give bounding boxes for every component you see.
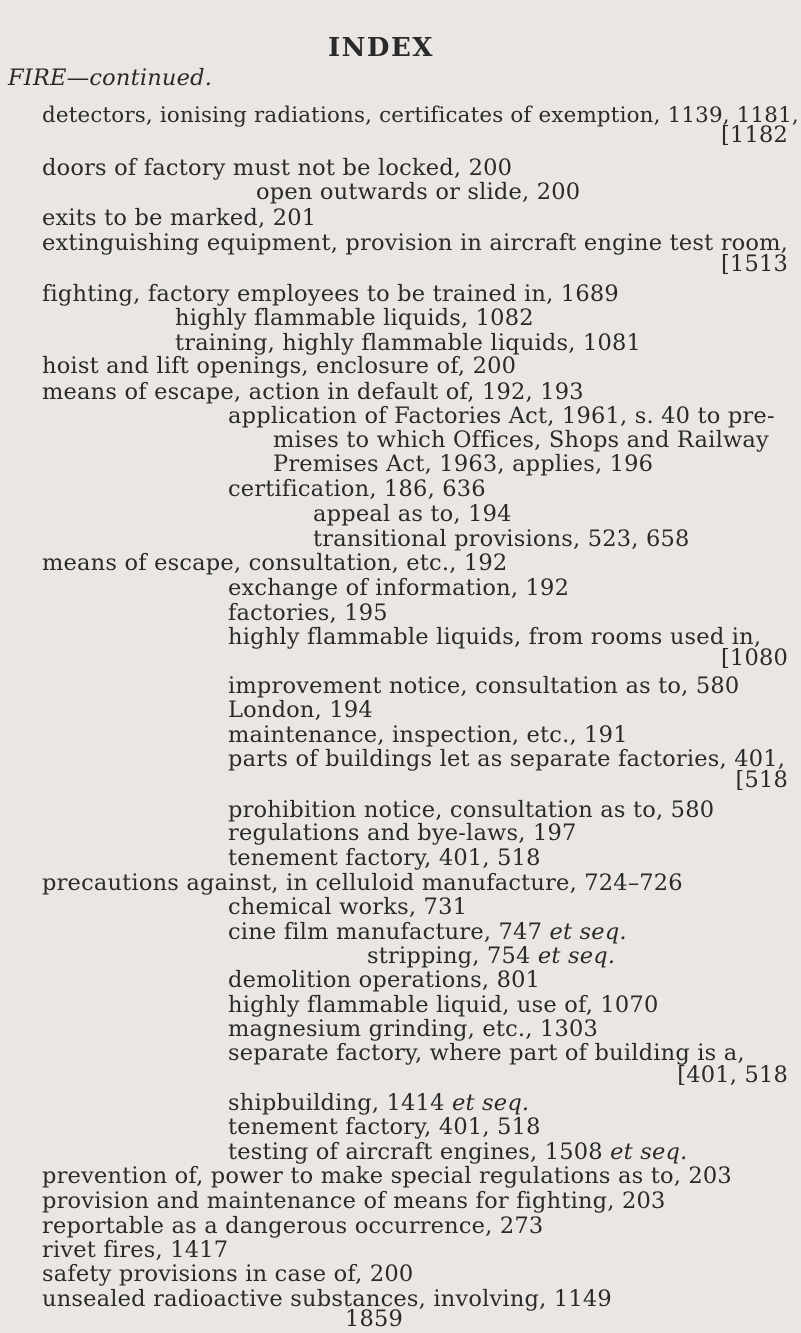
index-subentry: exchange of information, 192 bbox=[228, 574, 570, 601]
index-subentry: regulations and bye-laws, 197 bbox=[228, 820, 577, 847]
index-entry: hoist and lift openings, enclosure of, 200 bbox=[42, 353, 517, 380]
index-entry: fighting, factory employees to be trained in, 1689 bbox=[42, 281, 619, 308]
index-entry: unsealed radioactive substances, involving, 1149 bbox=[42, 1285, 612, 1312]
index-subentry: open outwards or slide, 200 bbox=[256, 179, 581, 206]
index-subentry: testing of aircraft engines, 1508 et seq. bbox=[228, 1138, 688, 1165]
index-subentry: cine film manufacture, 747 et seq. bbox=[228, 918, 627, 945]
index-entry: rivet fires, 1417 bbox=[42, 1237, 229, 1264]
index-subentry-continuation: Premises Act, 1963, applies, 196 bbox=[273, 451, 654, 478]
index-subentry: highly flammable liquids, 1082 bbox=[175, 304, 534, 331]
index-subentry: tenement factory, 401, 518 bbox=[228, 844, 541, 871]
index-entry: reportable as a dangerous occurrence, 273 bbox=[42, 1212, 544, 1239]
index-subentry: London, 194 bbox=[228, 697, 373, 724]
index-entry-continuation: [1513 bbox=[720, 250, 788, 277]
index-entry: provision and maintenance of means for fighting, 203 bbox=[42, 1188, 666, 1215]
index-subentry: highly flammable liquid, use of, 1070 bbox=[228, 991, 659, 1018]
index-entry: detectors, ionising radiations, certificates of exemption, 1139, 1181, bbox=[42, 103, 799, 129]
index-subentry: transitional provisions, 523, 658 bbox=[313, 525, 690, 552]
index-entry: doors of factory must not be locked, 200 bbox=[42, 154, 513, 181]
index-entry: precautions against, in celluloid manufacture, 724–726 bbox=[42, 869, 683, 896]
index-subentry: demolition operations, 801 bbox=[228, 967, 541, 994]
index-entry: means of escape, consultation, etc., 192 bbox=[42, 550, 508, 577]
page-number: 1859 bbox=[345, 1306, 404, 1333]
index-subentry: appeal as to, 194 bbox=[313, 501, 512, 528]
et-seq: et seq. bbox=[537, 942, 616, 969]
index-subentry: training, highly flammable liquids, 1081 bbox=[175, 329, 642, 356]
index-entry-continuation: [401, 518 bbox=[677, 1061, 788, 1088]
index-subentry: application of Factories Act, 1961, s. 40 to pre- bbox=[228, 403, 775, 430]
index-subentry: certification, 186, 636 bbox=[228, 476, 486, 503]
index-entry: exits to be marked, 201 bbox=[42, 204, 317, 231]
index-entry: extinguishing equipment, provision in aircraft engine test room, bbox=[42, 229, 789, 256]
index-entry-continuation: [1182 bbox=[720, 121, 788, 148]
index-subentry: factories, 195 bbox=[228, 599, 388, 626]
index-subentry: stripping, 754 et seq. bbox=[367, 942, 616, 969]
section-heading: FIRE—continued. bbox=[8, 65, 213, 92]
index-subentry: tenement factory, 401, 518 bbox=[228, 1114, 541, 1141]
index-entry-continuation: [518 bbox=[735, 767, 788, 794]
index-subentry: prohibition notice, consultation as to, 580 bbox=[228, 796, 715, 823]
index-subentry: highly flammable liquids, from rooms used in, bbox=[228, 624, 762, 651]
page-title: INDEX bbox=[328, 32, 434, 63]
index-entry: prevention of, power to make special regulations as to, 203 bbox=[42, 1163, 732, 1190]
index-entry: safety provisions in case of, 200 bbox=[42, 1261, 414, 1288]
index-subentry-continuation: mises to which Offices, Shops and Railway bbox=[273, 427, 769, 454]
index-entry-continuation: [1080 bbox=[720, 644, 788, 671]
index-subentry: improvement notice, consultation as to, 580 bbox=[228, 672, 740, 699]
index-subentry: chemical works, 731 bbox=[228, 894, 468, 921]
index-subentry: separate factory, where part of building is a, bbox=[228, 1040, 745, 1067]
index-subentry: magnesium grinding, etc., 1303 bbox=[228, 1015, 598, 1042]
index-entry: means of escape, action in default of, 192, 193 bbox=[42, 378, 584, 405]
et-seq: et seq. bbox=[549, 918, 627, 945]
index-subentry: parts of buildings let as separate factories, 401, bbox=[228, 746, 786, 773]
index-subentry: maintenance, inspection, etc., 191 bbox=[228, 721, 628, 748]
et-seq: et seq. bbox=[610, 1138, 688, 1165]
et-seq: et seq. bbox=[451, 1089, 530, 1116]
index-subentry: shipbuilding, 1414 et seq. bbox=[228, 1089, 530, 1116]
